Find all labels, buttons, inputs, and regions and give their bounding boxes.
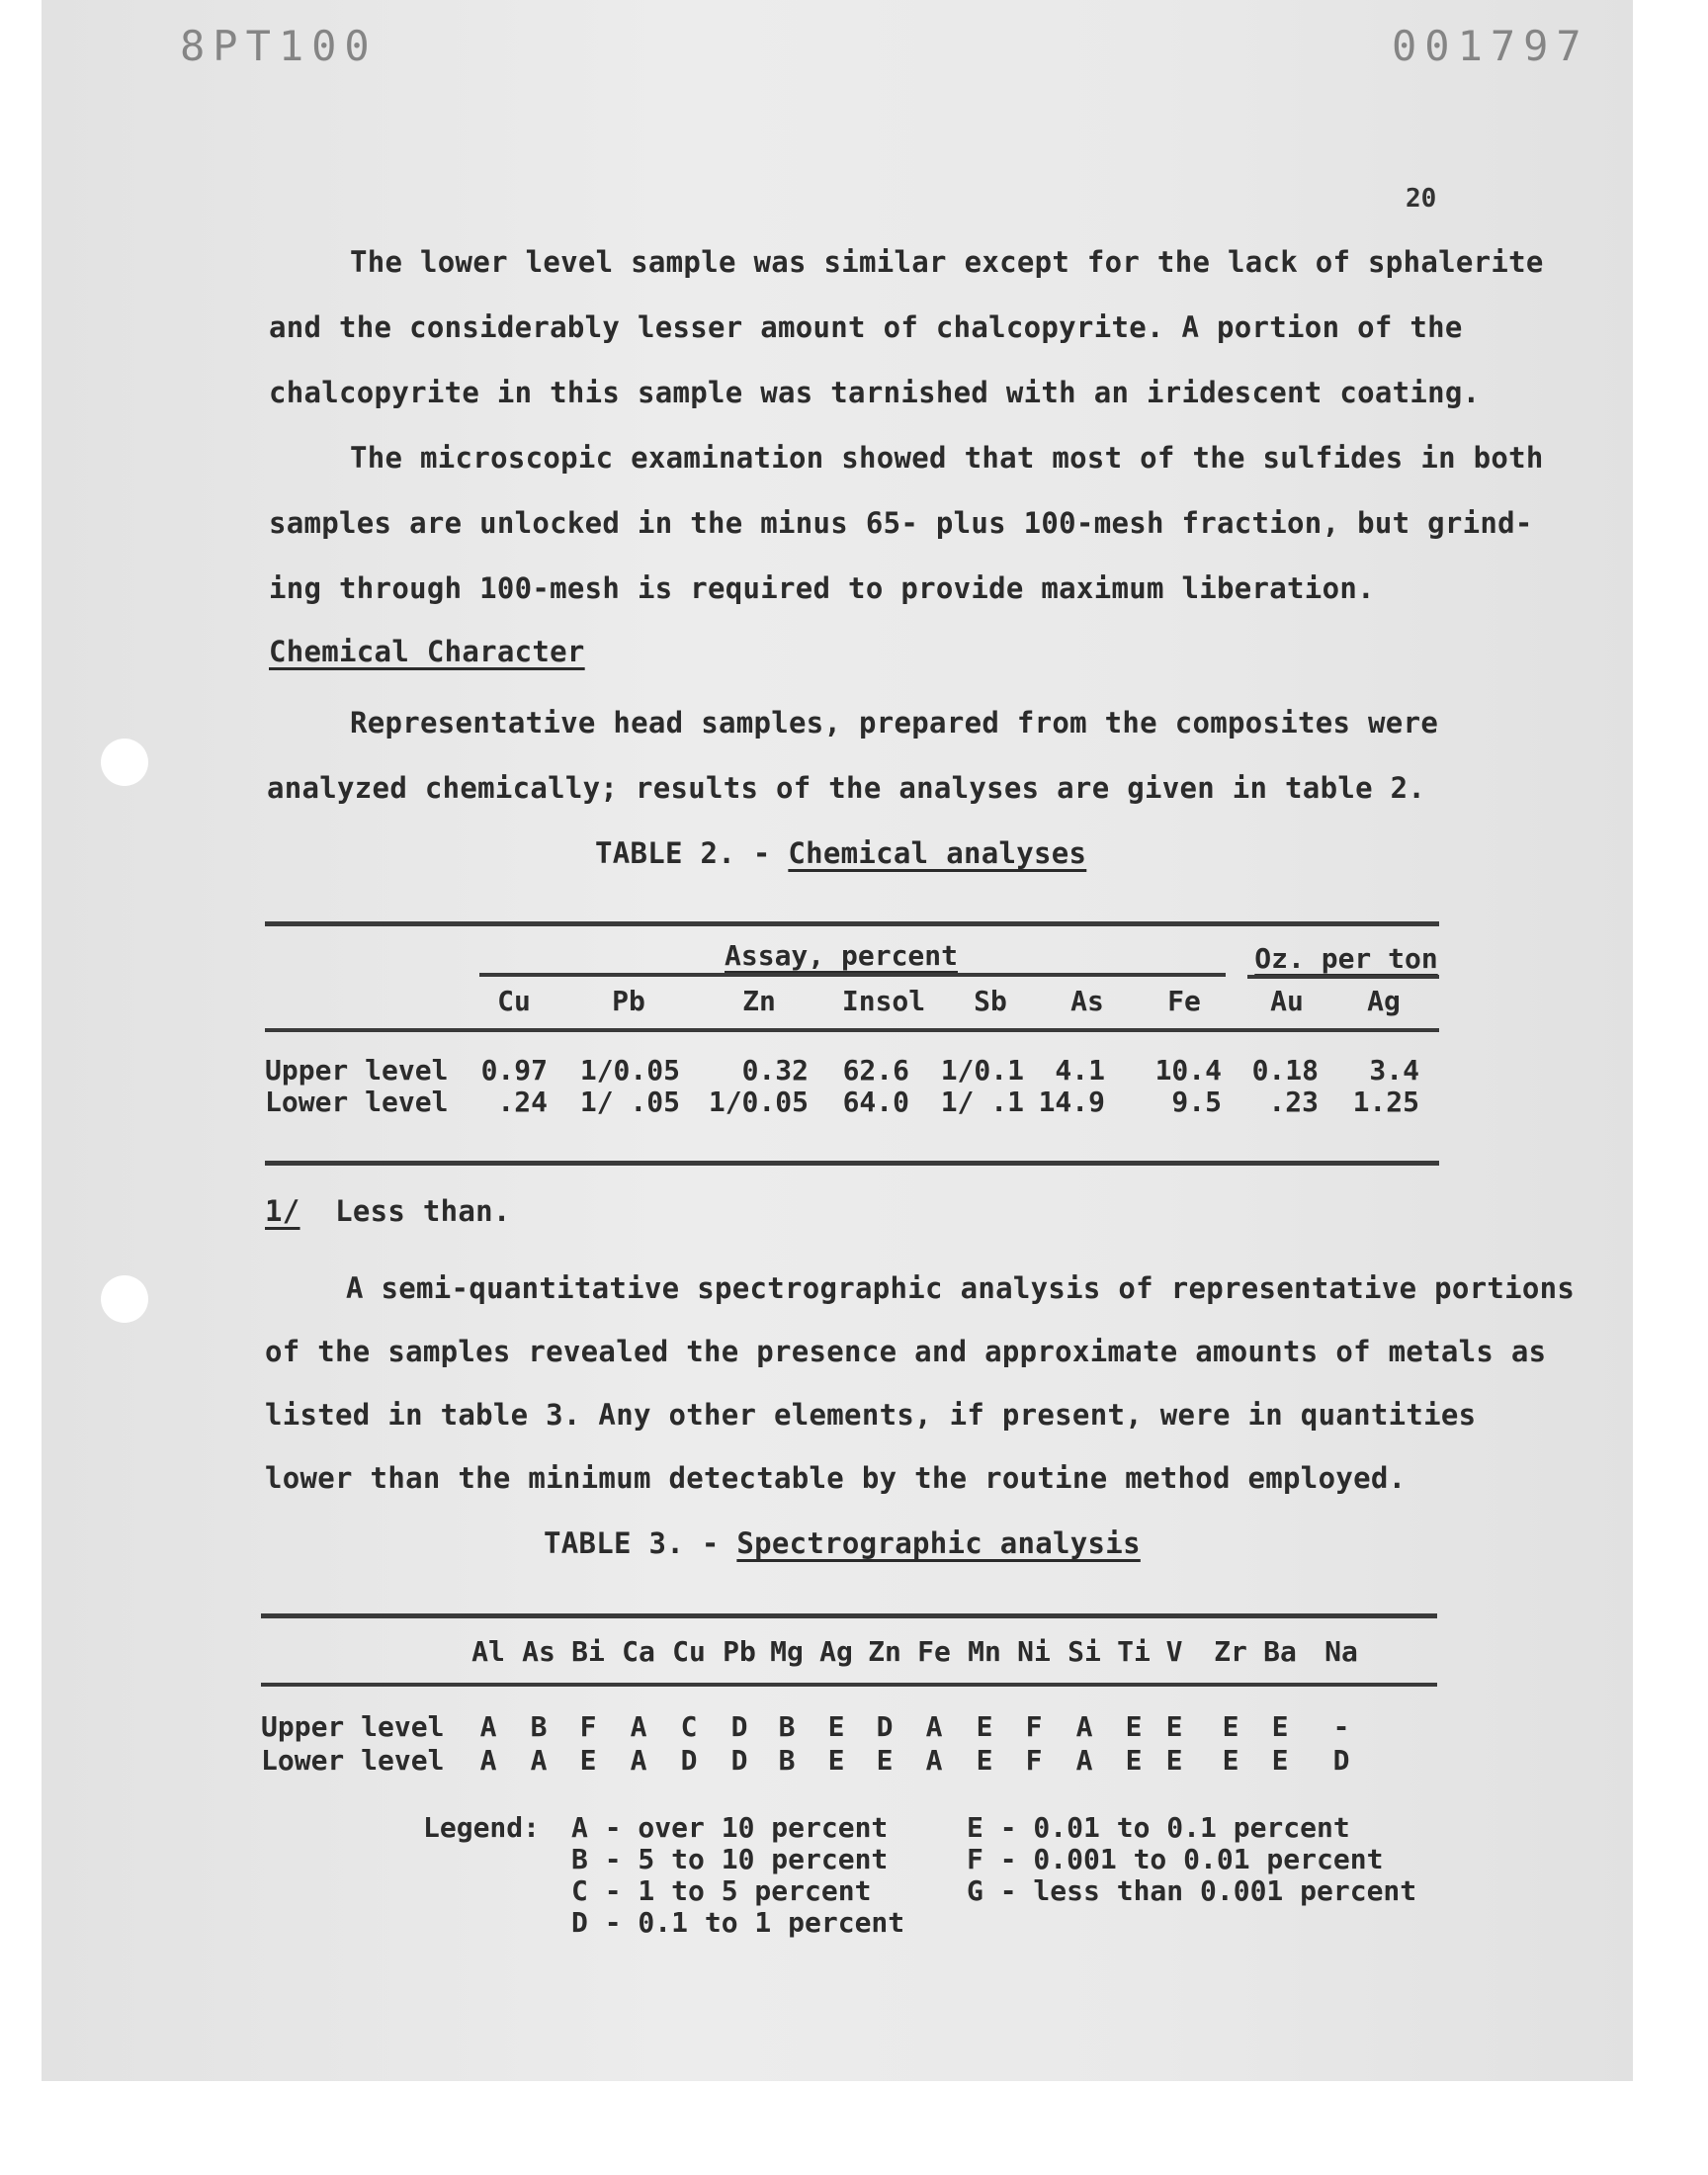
- table2-col-header: As: [1070, 985, 1104, 1017]
- table2-col-header: Sb: [974, 985, 1007, 1017]
- table3-cell: A: [925, 1744, 943, 1777]
- table3-col-header: Si: [1068, 1635, 1101, 1668]
- table3-cell: E: [1125, 1710, 1143, 1743]
- table3-col-header: Al: [471, 1635, 505, 1668]
- table3-col-header: Na: [1324, 1635, 1358, 1668]
- table3-top-rule: [261, 1613, 1437, 1618]
- table3-col-header: V: [1165, 1635, 1183, 1668]
- table2-col-header: Au: [1270, 985, 1304, 1017]
- table3-cell: A: [479, 1710, 497, 1743]
- table2-title-main: Chemical analyses: [788, 836, 1087, 870]
- table3-cell: B: [778, 1744, 796, 1777]
- footnote-text: Less than.: [335, 1194, 511, 1228]
- table2-cell: 1/0.1: [940, 1054, 1024, 1087]
- footnote-mark: 1/: [265, 1194, 300, 1228]
- table2-footnote: [265, 1194, 511, 1228]
- table3-cell: D: [680, 1744, 698, 1777]
- table3-header-rule: [261, 1683, 1437, 1687]
- paragraph-line: and the considerably lesser amount of chalcopyrite. A portion of the: [269, 310, 1463, 344]
- table3-cell: F: [1025, 1744, 1043, 1777]
- table3-col-header: Mg: [770, 1635, 804, 1668]
- legend-item: B - 5 to 10 percent: [571, 1843, 889, 1875]
- table2-cell: 0.18: [1251, 1054, 1319, 1087]
- legend-item: A - over 10 percent: [571, 1811, 889, 1844]
- table3-cell: E: [1165, 1744, 1183, 1777]
- table2-col-header: Insol: [841, 985, 926, 1017]
- table3-title-prefix: TABLE 3. -: [544, 1526, 737, 1560]
- table3-cell: A: [1075, 1744, 1093, 1777]
- table2-col-header: Pb: [612, 985, 645, 1017]
- table2-group-assay: Assay, percent: [724, 939, 959, 972]
- table2-cell: 1.25: [1352, 1086, 1419, 1118]
- table3-cell: B: [778, 1710, 796, 1743]
- table3-cell: E: [1222, 1710, 1239, 1743]
- table3-cell: E: [1271, 1710, 1289, 1743]
- table3-col-header: Ba: [1263, 1635, 1297, 1668]
- table2-cell: 9.5: [1171, 1086, 1222, 1118]
- table3-cell: E: [976, 1710, 993, 1743]
- table3-col-header: Zr: [1214, 1635, 1247, 1668]
- table3-cell: F: [1025, 1710, 1043, 1743]
- table3-title-main: Spectrographic analysis: [736, 1526, 1141, 1560]
- table2-top-rule: [265, 921, 1439, 926]
- table2-cell: 1/0.05: [708, 1086, 809, 1118]
- table3-cell: E: [1271, 1744, 1289, 1777]
- table2-header-rule: [265, 1028, 1439, 1032]
- table2-cell: 1/ .05: [579, 1086, 680, 1118]
- paragraph-line: Representative head samples, prepared from the composites were: [350, 706, 1439, 740]
- table2-cell: 14.9: [1038, 1086, 1105, 1118]
- table3-cell: A: [630, 1744, 647, 1777]
- table3-cell: A: [925, 1710, 943, 1743]
- paragraph-line: listed in table 3. Any other elements, if present, were in quantities: [265, 1398, 1477, 1432]
- legend-label: Legend:: [423, 1811, 541, 1844]
- table3-cell: E: [827, 1710, 845, 1743]
- legend-item: D - 0.1 to 1 percent: [571, 1906, 905, 1939]
- paragraph-line: A semi-quantitative spectrographic analysis of representative portions: [346, 1271, 1576, 1305]
- paragraph-line: of the samples revealed the presence and approximate amounts of metals as: [265, 1335, 1547, 1368]
- table3-cell: E: [579, 1744, 597, 1777]
- table2-group-oz-rule: [1247, 975, 1439, 979]
- table2-title-prefix: TABLE 2. -: [595, 836, 789, 870]
- table3-cell: A: [479, 1744, 497, 1777]
- table3-cell: E: [1165, 1710, 1183, 1743]
- table3-col-header: Fe: [917, 1635, 951, 1668]
- table2-cell: 62.6: [842, 1054, 909, 1087]
- table3-col-header: Bi: [571, 1635, 605, 1668]
- legend-item: G - less than 0.001 percent: [967, 1874, 1417, 1907]
- table2-bottom-rule: [265, 1161, 1439, 1166]
- stamp-left: 8PT100: [180, 22, 378, 70]
- table2-row-label: Lower level: [265, 1086, 449, 1118]
- table3-col-header: Ti: [1117, 1635, 1151, 1668]
- table3-cell: A: [630, 1710, 647, 1743]
- paragraph-line: analyzed chemically; results of the analyses are given in table 2.: [267, 771, 1426, 805]
- legend-item: F - 0.001 to 0.01 percent: [967, 1843, 1384, 1875]
- paragraph-line: lower than the minimum detectable by the routine method employed.: [265, 1461, 1407, 1495]
- table3-cell: D: [730, 1744, 748, 1777]
- table3-col-header: As: [522, 1635, 555, 1668]
- table2-cell: 1/0.05: [579, 1054, 680, 1087]
- table2-group-oz: Oz. per ton: [1254, 942, 1438, 975]
- table3-col-header: Ca: [622, 1635, 655, 1668]
- table2-title: [595, 836, 1086, 870]
- table2-cell: 0.97: [480, 1054, 548, 1087]
- table3-cell: D: [1332, 1744, 1350, 1777]
- table2-cell: 1/ .1: [940, 1086, 1024, 1118]
- table3-row-label: Lower level: [261, 1744, 445, 1777]
- table3-row-label: Upper level: [261, 1710, 445, 1743]
- table3-col-header: Cu: [672, 1635, 706, 1668]
- table2-cell: 10.4: [1154, 1054, 1222, 1087]
- table3-col-header: Pb: [723, 1635, 756, 1668]
- paragraph-line: samples are unlocked in the minus 65- plus 100-mesh fraction, but grind-: [269, 506, 1533, 540]
- table3-cell: E: [1125, 1744, 1143, 1777]
- table3-cell: A: [1075, 1710, 1093, 1743]
- table3-cell: A: [530, 1744, 548, 1777]
- table3-cell: D: [876, 1710, 894, 1743]
- legend-item: E - 0.01 to 0.1 percent: [967, 1811, 1350, 1844]
- table2-col-header: Cu: [497, 985, 531, 1017]
- stamp-right: 001797: [1392, 22, 1589, 70]
- table2-col-header: Fe: [1167, 985, 1201, 1017]
- table3-cell: D: [730, 1710, 748, 1743]
- table3-cell: F: [579, 1710, 597, 1743]
- table2-row-label: Upper level: [265, 1054, 449, 1087]
- page-number: 20: [1406, 184, 1437, 214]
- table3-col-header: Ni: [1017, 1635, 1051, 1668]
- paragraph-line: ing through 100-mesh is required to provide maximum liberation.: [269, 571, 1375, 605]
- table3-cell: -: [1332, 1710, 1350, 1743]
- paragraph-line: The lower level sample was similar except for the lack of sphalerite: [350, 245, 1544, 279]
- table3-cell: E: [827, 1744, 845, 1777]
- table2-cell: 3.4: [1369, 1054, 1419, 1087]
- paragraph-line: chalcopyrite in this sample was tarnished with an iridescent coating.: [269, 376, 1481, 409]
- legend-item: C - 1 to 5 percent: [571, 1874, 872, 1907]
- table3-cell: E: [1222, 1744, 1239, 1777]
- table3-col-header: Mn: [968, 1635, 1001, 1668]
- section-heading: Chemical Character: [269, 635, 585, 668]
- table2-col-header: Ag: [1367, 985, 1401, 1017]
- paragraph-line: The microscopic examination showed that most of the sulfides in both: [350, 441, 1544, 475]
- table2-cell: 0.32: [741, 1054, 809, 1087]
- table3-cell: E: [976, 1744, 993, 1777]
- table3-col-header: Ag: [819, 1635, 853, 1668]
- table2-cell: 64.0: [842, 1086, 909, 1118]
- table2-cell: .24: [497, 1086, 548, 1118]
- table3-cell: C: [680, 1710, 698, 1743]
- table2-group-assay-rule: [479, 973, 1226, 977]
- table3-title: [544, 1526, 1141, 1560]
- table3-col-header: Zn: [868, 1635, 901, 1668]
- table2-cell: 4.1: [1055, 1054, 1105, 1087]
- table3-cell: B: [530, 1710, 548, 1743]
- table3-cell: E: [876, 1744, 894, 1777]
- punch-hole-top: [101, 739, 148, 786]
- punch-hole-bottom: [101, 1275, 148, 1323]
- table2-cell: .23: [1268, 1086, 1319, 1118]
- table2-col-header: Zn: [742, 985, 776, 1017]
